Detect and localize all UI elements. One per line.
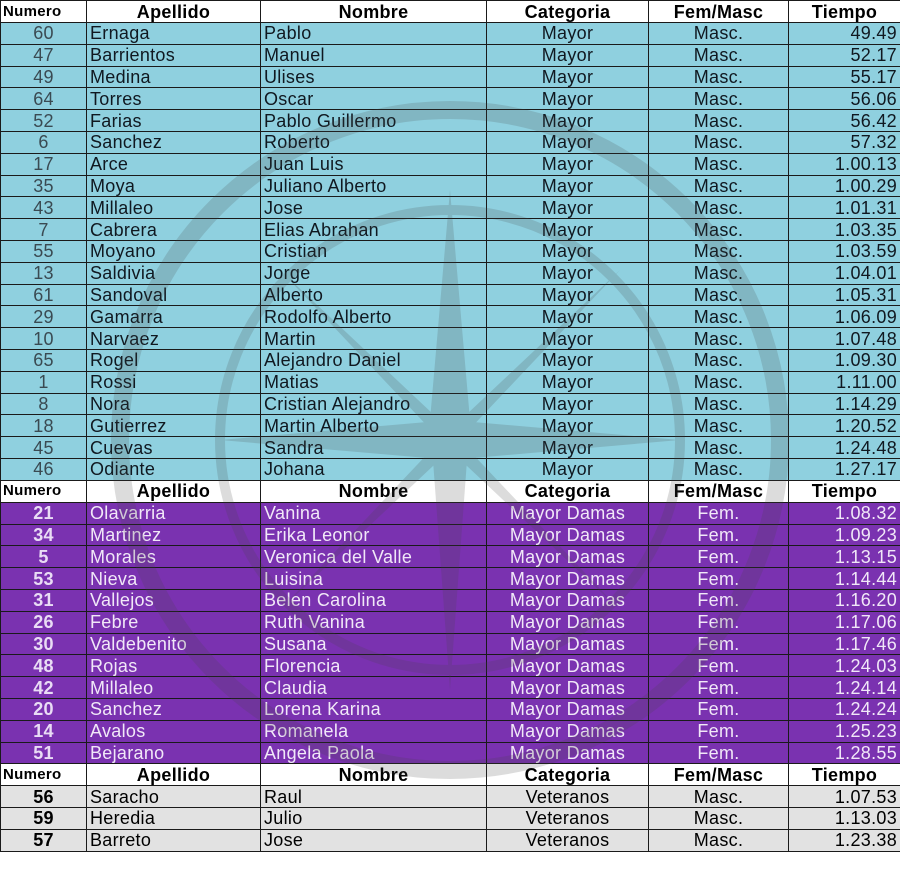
cell-fem-masc: Masc.: [649, 393, 789, 415]
cell-numero: 52: [1, 110, 87, 132]
column-header-tiempo: Tiempo: [789, 764, 900, 786]
column-header-numero: Numero: [1, 764, 87, 786]
column-header-nombre: Nombre: [261, 480, 487, 502]
cell-fem-masc: Masc.: [649, 23, 789, 45]
table-row: [1, 175, 900, 197]
cell-nombre: Jose: [261, 829, 487, 851]
cell-numero: 51: [1, 742, 87, 764]
cell-categoria: Mayor: [487, 458, 649, 480]
cell-fem-masc: Masc.: [649, 437, 789, 459]
table-row: [1, 66, 900, 88]
column-header-nombre: Nombre: [261, 1, 487, 23]
column-header-numero: Numero: [1, 1, 87, 23]
cell-tiempo: 1.09.23: [789, 524, 900, 546]
cell-tiempo: 1.16.20: [789, 589, 900, 611]
table-row: [1, 742, 900, 764]
cell-apellido: Morales: [87, 546, 261, 568]
cell-categoria: Mayor: [487, 197, 649, 219]
cell-categoria: Mayor: [487, 306, 649, 328]
cell-apellido: Vallejos: [87, 589, 261, 611]
cell-numero: 34: [1, 524, 87, 546]
cell-numero: 48: [1, 655, 87, 677]
cell-nombre: Luisina: [261, 568, 487, 590]
cell-fem-masc: Fem.: [649, 698, 789, 720]
cell-nombre: Pablo Guillermo: [261, 110, 487, 132]
cell-fem-masc: Fem.: [649, 677, 789, 699]
cell-numero: 5: [1, 546, 87, 568]
results-body: [1, 1, 900, 852]
table-row: [1, 240, 900, 262]
cell-categoria: Veteranos: [487, 786, 649, 808]
cell-nombre: Vanina: [261, 502, 487, 524]
column-header-apellido: Apellido: [87, 1, 261, 23]
cell-nombre: Jorge: [261, 262, 487, 284]
column-header-categoria: Categoria: [487, 1, 649, 23]
table-row: [1, 655, 900, 677]
cell-tiempo: 1.17.46: [789, 633, 900, 655]
cell-nombre: Cristian: [261, 240, 487, 262]
cell-tiempo: 57.32: [789, 131, 900, 153]
cell-fem-masc: Masc.: [649, 131, 789, 153]
cell-categoria: Mayor Damas: [487, 633, 649, 655]
table-row: [1, 371, 900, 393]
table-row: [1, 23, 900, 45]
table-row: [1, 306, 900, 328]
cell-numero: 64: [1, 88, 87, 110]
cell-fem-masc: Masc.: [649, 262, 789, 284]
cell-nombre: Belen Carolina: [261, 589, 487, 611]
column-header-fem-masc: Fem/Masc: [649, 764, 789, 786]
cell-fem-masc: Masc.: [649, 458, 789, 480]
cell-tiempo: 1.13.15: [789, 546, 900, 568]
cell-nombre: Romanela: [261, 720, 487, 742]
cell-tiempo: 1.24.14: [789, 677, 900, 699]
cell-fem-masc: Masc.: [649, 219, 789, 241]
cell-categoria: Mayor Damas: [487, 524, 649, 546]
cell-fem-masc: Fem.: [649, 611, 789, 633]
cell-fem-masc: Fem.: [649, 589, 789, 611]
cell-categoria: Mayor: [487, 153, 649, 175]
cell-apellido: Narvaez: [87, 328, 261, 350]
column-header-tiempo: Tiempo: [789, 1, 900, 23]
cell-apellido: Nora: [87, 393, 261, 415]
cell-fem-masc: Masc.: [649, 240, 789, 262]
cell-apellido: Barreto: [87, 829, 261, 851]
cell-categoria: Mayor: [487, 110, 649, 132]
cell-apellido: Saldivia: [87, 262, 261, 284]
cell-nombre: Rodolfo Alberto: [261, 306, 487, 328]
cell-tiempo: 52.17: [789, 44, 900, 66]
cell-tiempo: 1.24.48: [789, 437, 900, 459]
table-row: [1, 131, 900, 153]
cell-tiempo: 1.07.48: [789, 328, 900, 350]
cell-tiempo: 1.06.09: [789, 306, 900, 328]
column-header-fem-masc: Fem/Masc: [649, 1, 789, 23]
cell-fem-masc: Masc.: [649, 306, 789, 328]
cell-tiempo: 49.49: [789, 23, 900, 45]
cell-apellido: Cuevas: [87, 437, 261, 459]
cell-tiempo: 1.28.55: [789, 742, 900, 764]
table-row: [1, 568, 900, 590]
table-row: [1, 698, 900, 720]
cell-categoria: Mayor: [487, 262, 649, 284]
cell-apellido: Sandoval: [87, 284, 261, 306]
cell-categoria: Mayor Damas: [487, 742, 649, 764]
cell-categoria: Mayor: [487, 371, 649, 393]
cell-tiempo: 1.00.29: [789, 175, 900, 197]
cell-apellido: Febre: [87, 611, 261, 633]
cell-numero: 13: [1, 262, 87, 284]
table-row: [1, 611, 900, 633]
cell-fem-masc: Masc.: [649, 153, 789, 175]
cell-numero: 21: [1, 502, 87, 524]
cell-numero: 46: [1, 458, 87, 480]
table-row: [1, 393, 900, 415]
cell-nombre: Manuel: [261, 44, 487, 66]
cell-apellido: Rogel: [87, 349, 261, 371]
cell-categoria: Mayor: [487, 66, 649, 88]
cell-nombre: Pablo: [261, 23, 487, 45]
table-row: [1, 524, 900, 546]
cell-categoria: Mayor: [487, 131, 649, 153]
table-row: [1, 720, 900, 742]
cell-tiempo: 1.03.35: [789, 219, 900, 241]
cell-categoria: Mayor Damas: [487, 677, 649, 699]
cell-tiempo: 1.27.17: [789, 458, 900, 480]
cell-categoria: Mayor Damas: [487, 698, 649, 720]
cell-fem-masc: Masc.: [649, 175, 789, 197]
cell-nombre: Ruth Vanina: [261, 611, 487, 633]
cell-apellido: Heredia: [87, 808, 261, 830]
cell-tiempo: 1.14.29: [789, 393, 900, 415]
cell-fem-masc: Masc.: [649, 349, 789, 371]
cell-categoria: Mayor Damas: [487, 720, 649, 742]
table-row: [1, 219, 900, 241]
cell-numero: 30: [1, 633, 87, 655]
cell-numero: 31: [1, 589, 87, 611]
cell-categoria: Veteranos: [487, 829, 649, 851]
cell-categoria: Mayor: [487, 415, 649, 437]
cell-fem-masc: Masc.: [649, 328, 789, 350]
cell-apellido: Rojas: [87, 655, 261, 677]
cell-categoria: Mayor: [487, 437, 649, 459]
cell-apellido: Bejarano: [87, 742, 261, 764]
cell-numero: 42: [1, 677, 87, 699]
cell-apellido: Avalos: [87, 720, 261, 742]
table-row: [1, 197, 900, 219]
cell-tiempo: 1.14.44: [789, 568, 900, 590]
cell-tiempo: 1.20.52: [789, 415, 900, 437]
cell-numero: 1: [1, 371, 87, 393]
cell-fem-masc: Masc.: [649, 88, 789, 110]
cell-categoria: Mayor: [487, 328, 649, 350]
cell-categoria: Mayor Damas: [487, 655, 649, 677]
cell-apellido: Valdebenito: [87, 633, 261, 655]
cell-categoria: Mayor: [487, 44, 649, 66]
cell-tiempo: 1.24.24: [789, 698, 900, 720]
cell-categoria: Mayor: [487, 175, 649, 197]
cell-numero: 45: [1, 437, 87, 459]
cell-tiempo: 1.23.38: [789, 829, 900, 851]
cell-fem-masc: Masc.: [649, 66, 789, 88]
table-row: [1, 589, 900, 611]
cell-numero: 7: [1, 219, 87, 241]
cell-fem-masc: Fem.: [649, 742, 789, 764]
cell-categoria: Mayor Damas: [487, 502, 649, 524]
table-row: [1, 284, 900, 306]
cell-apellido: Medina: [87, 66, 261, 88]
cell-tiempo: 1.25.23: [789, 720, 900, 742]
cell-tiempo: 56.42: [789, 110, 900, 132]
cell-fem-masc: Fem.: [649, 633, 789, 655]
cell-apellido: Millaleo: [87, 197, 261, 219]
table-row: [1, 88, 900, 110]
cell-nombre: Sandra: [261, 437, 487, 459]
cell-tiempo: 1.05.31: [789, 284, 900, 306]
cell-nombre: Jose: [261, 197, 487, 219]
cell-numero: 53: [1, 568, 87, 590]
cell-tiempo: 1.11.00: [789, 371, 900, 393]
cell-numero: 43: [1, 197, 87, 219]
cell-categoria: Veteranos: [487, 808, 649, 830]
cell-nombre: Lorena Karina: [261, 698, 487, 720]
cell-categoria: Mayor: [487, 88, 649, 110]
cell-numero: 57: [1, 829, 87, 851]
cell-tiempo: 1.04.01: [789, 262, 900, 284]
cell-fem-masc: Fem.: [649, 502, 789, 524]
cell-nombre: Roberto: [261, 131, 487, 153]
cell-apellido: Gamarra: [87, 306, 261, 328]
cell-fem-masc: Masc.: [649, 415, 789, 437]
cell-nombre: Juan Luis: [261, 153, 487, 175]
cell-apellido: Farias: [87, 110, 261, 132]
cell-nombre: Veronica del Valle: [261, 546, 487, 568]
cell-numero: 20: [1, 698, 87, 720]
table-row: [1, 44, 900, 66]
cell-categoria: Mayor Damas: [487, 568, 649, 590]
table-row: [1, 808, 900, 830]
cell-numero: 29: [1, 306, 87, 328]
cell-nombre: Julio: [261, 808, 487, 830]
cell-numero: 47: [1, 44, 87, 66]
cell-tiempo: 1.03.59: [789, 240, 900, 262]
cell-categoria: Mayor Damas: [487, 611, 649, 633]
cell-apellido: Gutierrez: [87, 415, 261, 437]
cell-numero: 56: [1, 786, 87, 808]
table-row: [1, 437, 900, 459]
column-header-tiempo: Tiempo: [789, 480, 900, 502]
cell-tiempo: 1.00.13: [789, 153, 900, 175]
cell-fem-masc: Fem.: [649, 524, 789, 546]
cell-numero: 59: [1, 808, 87, 830]
cell-nombre: Oscar: [261, 88, 487, 110]
cell-fem-masc: Fem.: [649, 568, 789, 590]
cell-fem-masc: Masc.: [649, 284, 789, 306]
table-row: [1, 502, 900, 524]
table-row: [1, 328, 900, 350]
cell-nombre: Raul: [261, 786, 487, 808]
cell-numero: 55: [1, 240, 87, 262]
cell-numero: 49: [1, 66, 87, 88]
cell-apellido: Torres: [87, 88, 261, 110]
column-header-apellido: Apellido: [87, 764, 261, 786]
cell-nombre: Angela Paola: [261, 742, 487, 764]
cell-apellido: Olavarria: [87, 502, 261, 524]
cell-numero: 26: [1, 611, 87, 633]
cell-numero: 10: [1, 328, 87, 350]
table-row: [1, 677, 900, 699]
cell-nombre: Claudia: [261, 677, 487, 699]
cell-fem-masc: Masc.: [649, 808, 789, 830]
header-row-mayor: [1, 1, 900, 23]
cell-numero: 17: [1, 153, 87, 175]
cell-fem-masc: Masc.: [649, 829, 789, 851]
cell-apellido: Odiante: [87, 458, 261, 480]
cell-tiempo: 1.17.06: [789, 611, 900, 633]
cell-nombre: Juliano Alberto: [261, 175, 487, 197]
cell-categoria: Mayor Damas: [487, 546, 649, 568]
cell-nombre: Ulises: [261, 66, 487, 88]
header-row-vet: [1, 764, 900, 786]
cell-categoria: Mayor Damas: [487, 589, 649, 611]
cell-tiempo: 1.13.03: [789, 808, 900, 830]
cell-nombre: Martin Alberto: [261, 415, 487, 437]
cell-apellido: Moyano: [87, 240, 261, 262]
column-header-fem-masc: Fem/Masc: [649, 480, 789, 502]
cell-fem-masc: Masc.: [649, 110, 789, 132]
cell-apellido: Sanchez: [87, 131, 261, 153]
cell-categoria: Mayor: [487, 284, 649, 306]
cell-tiempo: 1.09.30: [789, 349, 900, 371]
table-row: [1, 458, 900, 480]
cell-tiempo: 1.01.31: [789, 197, 900, 219]
cell-fem-masc: Fem.: [649, 655, 789, 677]
cell-numero: 35: [1, 175, 87, 197]
table-row: [1, 829, 900, 851]
cell-numero: 18: [1, 415, 87, 437]
cell-nombre: Elias Abrahan: [261, 219, 487, 241]
cell-fem-masc: Masc.: [649, 197, 789, 219]
cell-numero: 6: [1, 131, 87, 153]
cell-apellido: Saracho: [87, 786, 261, 808]
cell-fem-masc: Masc.: [649, 371, 789, 393]
cell-nombre: Matias: [261, 371, 487, 393]
cell-numero: 14: [1, 720, 87, 742]
cell-numero: 61: [1, 284, 87, 306]
cell-apellido: Millaleo: [87, 677, 261, 699]
cell-categoria: Mayor: [487, 349, 649, 371]
cell-apellido: Cabrera: [87, 219, 261, 241]
cell-apellido: Moya: [87, 175, 261, 197]
cell-numero: 65: [1, 349, 87, 371]
cell-numero: 60: [1, 23, 87, 45]
cell-apellido: Ernaga: [87, 23, 261, 45]
column-header-categoria: Categoria: [487, 480, 649, 502]
cell-apellido: Rossi: [87, 371, 261, 393]
cell-fem-masc: Masc.: [649, 786, 789, 808]
cell-tiempo: 1.24.03: [789, 655, 900, 677]
column-header-numero: Numero: [1, 480, 87, 502]
cell-tiempo: 1.08.32: [789, 502, 900, 524]
cell-apellido: Martinez: [87, 524, 261, 546]
cell-categoria: Mayor: [487, 240, 649, 262]
cell-nombre: Florencia: [261, 655, 487, 677]
table-row: [1, 110, 900, 132]
column-header-nombre: Nombre: [261, 764, 487, 786]
cell-nombre: Alberto: [261, 284, 487, 306]
cell-tiempo: 1.07.53: [789, 786, 900, 808]
cell-tiempo: 56.06: [789, 88, 900, 110]
table-row: [1, 415, 900, 437]
cell-nombre: Erika Leonor: [261, 524, 487, 546]
cell-fem-masc: Fem.: [649, 546, 789, 568]
cell-apellido: Sanchez: [87, 698, 261, 720]
column-header-apellido: Apellido: [87, 480, 261, 502]
table-row: [1, 349, 900, 371]
cell-apellido: Arce: [87, 153, 261, 175]
cell-categoria: Mayor: [487, 393, 649, 415]
cell-apellido: Nieva: [87, 568, 261, 590]
cell-numero: 8: [1, 393, 87, 415]
cell-nombre: Johana: [261, 458, 487, 480]
column-header-categoria: Categoria: [487, 764, 649, 786]
table-row: [1, 153, 900, 175]
cell-nombre: Cristian Alejandro: [261, 393, 487, 415]
cell-tiempo: 55.17: [789, 66, 900, 88]
table-row: [1, 786, 900, 808]
cell-fem-masc: Fem.: [649, 720, 789, 742]
header-row-damas: [1, 480, 900, 502]
table-row: [1, 546, 900, 568]
table-row: [1, 262, 900, 284]
cell-categoria: Mayor: [487, 219, 649, 241]
cell-nombre: Susana: [261, 633, 487, 655]
cell-categoria: Mayor: [487, 23, 649, 45]
cell-fem-masc: Masc.: [649, 44, 789, 66]
cell-apellido: Barrientos: [87, 44, 261, 66]
table-row: [1, 633, 900, 655]
cell-nombre: Alejandro Daniel: [261, 349, 487, 371]
cell-nombre: Martin: [261, 328, 487, 350]
